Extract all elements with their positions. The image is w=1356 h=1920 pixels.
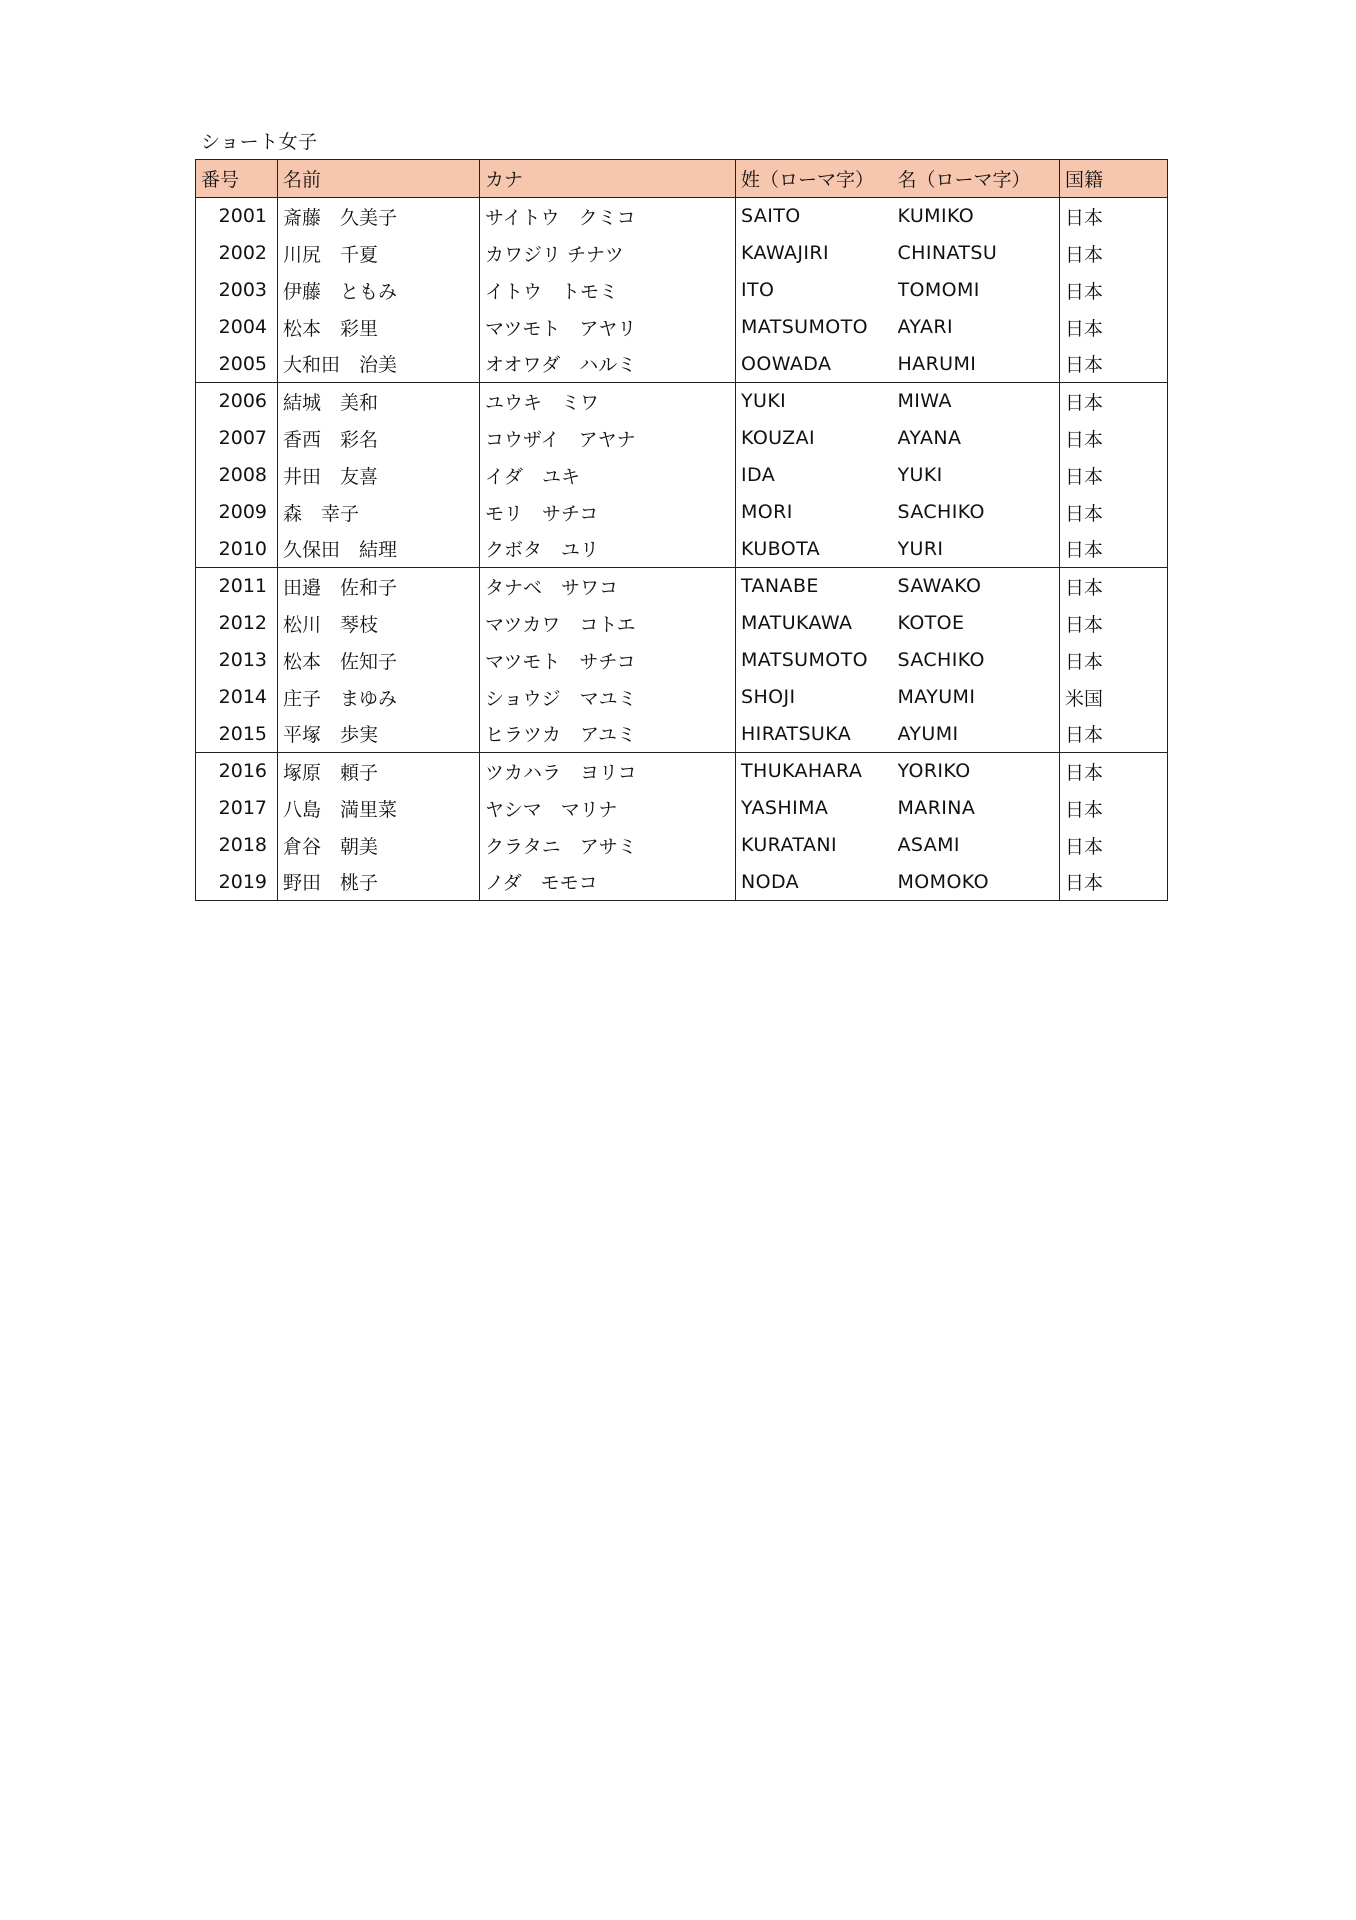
cell-nationality: 日本 (1060, 309, 1168, 346)
cell-nationality: 日本 (1060, 272, 1168, 309)
table-row (196, 346, 1168, 383)
cell-kana: ツカハラ ヨリコ (480, 753, 736, 790)
roster-body (196, 198, 1168, 901)
cell-name: 森 幸子 (278, 494, 480, 531)
cell-name: 松本 彩里 (278, 309, 480, 346)
cell-nationality: 日本 (1060, 235, 1168, 272)
header-row (196, 160, 1168, 198)
table-row (196, 753, 1168, 790)
cell-kana: クラタニ アサミ (480, 827, 736, 864)
table-row (196, 790, 1168, 827)
cell-name: 田邉 佐和子 (278, 568, 480, 605)
cell-nationality: 日本 (1060, 605, 1168, 642)
cell-kana: サイトウ クミコ (480, 198, 736, 235)
cell-name: 大和田 治美 (278, 346, 480, 383)
cell-kana: オオワダ ハルミ (480, 346, 736, 383)
cell-given-name-roman: KUMIKO (898, 198, 1060, 235)
cell-name: 塚原 頼子 (278, 753, 480, 790)
table-row (196, 383, 1168, 420)
col-header-name: 名前 (278, 160, 480, 198)
table-row (196, 235, 1168, 272)
cell-number: 2005 (196, 346, 278, 383)
table-row (196, 716, 1168, 753)
cell-kana: モリ サチコ (480, 494, 736, 531)
cell-surname-roman: KURATANI (736, 827, 898, 864)
cell-surname-roman: NODA (736, 864, 898, 901)
cell-nationality: 日本 (1060, 531, 1168, 568)
cell-kana: マツカワ コトエ (480, 605, 736, 642)
cell-nationality: 日本 (1060, 790, 1168, 827)
cell-given-name-roman: SACHIKO (898, 642, 1060, 679)
cell-nationality: 日本 (1060, 753, 1168, 790)
cell-name: 香西 彩名 (278, 420, 480, 457)
cell-name: 川尻 千夏 (278, 235, 480, 272)
cell-kana: イダ ユキ (480, 457, 736, 494)
cell-given-name-roman: AYUMI (898, 716, 1060, 753)
cell-given-name-roman: TOMOMI (898, 272, 1060, 309)
col-header-number: 番号 (196, 160, 278, 198)
cell-surname-roman: KOUZAI (736, 420, 898, 457)
cell-name: 松本 佐知子 (278, 642, 480, 679)
cell-nationality: 日本 (1060, 827, 1168, 864)
cell-name: 井田 友喜 (278, 457, 480, 494)
cell-nationality: 日本 (1060, 642, 1168, 679)
cell-given-name-roman: AYARI (898, 309, 1060, 346)
cell-name: 松川 琴枝 (278, 605, 480, 642)
cell-surname-roman: MORI (736, 494, 898, 531)
cell-number: 2006 (196, 383, 278, 420)
cell-nationality: 日本 (1060, 198, 1168, 235)
cell-surname-roman: MATSUMOTO (736, 642, 898, 679)
cell-name: 伊藤 ともみ (278, 272, 480, 309)
cell-nationality: 日本 (1060, 346, 1168, 383)
cell-surname-roman: THUKAHARA (736, 753, 898, 790)
col-header-given-name-roman: 名（ローマ字） (898, 160, 1060, 198)
cell-surname-roman: SHOJI (736, 679, 898, 716)
cell-surname-roman: YASHIMA (736, 790, 898, 827)
cell-surname-roman: TANABE (736, 568, 898, 605)
cell-given-name-roman: MARINA (898, 790, 1060, 827)
cell-number: 2007 (196, 420, 278, 457)
table-row (196, 272, 1168, 309)
cell-surname-roman: IDA (736, 457, 898, 494)
cell-kana: カワジリ チナツ (480, 235, 736, 272)
cell-nationality: 日本 (1060, 864, 1168, 901)
col-header-nationality: 国籍 (1060, 160, 1168, 198)
cell-number: 2018 (196, 827, 278, 864)
table-row (196, 457, 1168, 494)
cell-name: 平塚 歩実 (278, 716, 480, 753)
cell-number: 2012 (196, 605, 278, 642)
cell-number: 2010 (196, 531, 278, 568)
cell-number: 2016 (196, 753, 278, 790)
cell-nationality: 日本 (1060, 420, 1168, 457)
table-row (196, 864, 1168, 901)
cell-kana: タナベ サワコ (480, 568, 736, 605)
cell-given-name-roman: KOTOE (898, 605, 1060, 642)
cell-kana: ノダ モモコ (480, 864, 736, 901)
cell-nationality: 日本 (1060, 716, 1168, 753)
cell-surname-roman: MATSUMOTO (736, 309, 898, 346)
cell-number: 2019 (196, 864, 278, 901)
cell-given-name-roman: SAWAKO (898, 568, 1060, 605)
cell-nationality: 日本 (1060, 457, 1168, 494)
cell-name: 庄子 まゆみ (278, 679, 480, 716)
cell-number: 2001 (196, 198, 278, 235)
cell-kana: ショウジ マユミ (480, 679, 736, 716)
table-row (196, 679, 1168, 716)
table-row (196, 568, 1168, 605)
cell-nationality: 日本 (1060, 568, 1168, 605)
table-row (196, 309, 1168, 346)
table-row (196, 198, 1168, 235)
col-header-surname-roman: 姓（ローマ字） (736, 160, 898, 198)
cell-kana: クボタ ユリ (480, 531, 736, 568)
cell-given-name-roman: ASAMI (898, 827, 1060, 864)
table-row (196, 605, 1168, 642)
cell-given-name-roman: YUKI (898, 457, 1060, 494)
cell-number: 2004 (196, 309, 278, 346)
cell-given-name-roman: YORIKO (898, 753, 1060, 790)
cell-name: 斎藤 久美子 (278, 198, 480, 235)
cell-number: 2002 (196, 235, 278, 272)
cell-kana: ヤシマ マリナ (480, 790, 736, 827)
cell-kana: ユウキ ミワ (480, 383, 736, 420)
table-row (196, 827, 1168, 864)
cell-given-name-roman: CHINATSU (898, 235, 1060, 272)
sheet-title: ショート女子 (201, 131, 318, 153)
cell-surname-roman: MATUKAWA (736, 605, 898, 642)
roster-table (195, 159, 1168, 901)
cell-number: 2011 (196, 568, 278, 605)
cell-surname-roman: KUBOTA (736, 531, 898, 568)
table-row (196, 494, 1168, 531)
cell-number: 2013 (196, 642, 278, 679)
cell-nationality: 米国 (1060, 679, 1168, 716)
cell-number: 2017 (196, 790, 278, 827)
cell-kana: イトウ トモミ (480, 272, 736, 309)
cell-kana: マツモト アヤリ (480, 309, 736, 346)
cell-given-name-roman: MOMOKO (898, 864, 1060, 901)
cell-given-name-roman: HARUMI (898, 346, 1060, 383)
cell-surname-roman: ITO (736, 272, 898, 309)
cell-name: 野田 桃子 (278, 864, 480, 901)
cell-nationality: 日本 (1060, 494, 1168, 531)
cell-kana: ヒラツカ アユミ (480, 716, 736, 753)
cell-given-name-roman: AYANA (898, 420, 1060, 457)
cell-given-name-roman: YURI (898, 531, 1060, 568)
cell-surname-roman: SAITO (736, 198, 898, 235)
cell-name: 結城 美和 (278, 383, 480, 420)
cell-given-name-roman: MIWA (898, 383, 1060, 420)
table-row (196, 420, 1168, 457)
cell-name: 八島 満里菜 (278, 790, 480, 827)
cell-name: 久保田 結理 (278, 531, 480, 568)
cell-surname-roman: YUKI (736, 383, 898, 420)
cell-number: 2015 (196, 716, 278, 753)
cell-number: 2003 (196, 272, 278, 309)
cell-number: 2008 (196, 457, 278, 494)
cell-name: 倉谷 朝美 (278, 827, 480, 864)
table-row (196, 531, 1168, 568)
cell-surname-roman: KAWAJIRI (736, 235, 898, 272)
cell-given-name-roman: MAYUMI (898, 679, 1060, 716)
col-header-kana: カナ (480, 160, 736, 198)
cell-surname-roman: HIRATSUKA (736, 716, 898, 753)
cell-number: 2014 (196, 679, 278, 716)
cell-kana: コウザイ アヤナ (480, 420, 736, 457)
cell-nationality: 日本 (1060, 383, 1168, 420)
cell-number: 2009 (196, 494, 278, 531)
cell-given-name-roman: SACHIKO (898, 494, 1060, 531)
table-row (196, 642, 1168, 679)
cell-kana: マツモト サチコ (480, 642, 736, 679)
cell-surname-roman: OOWADA (736, 346, 898, 383)
